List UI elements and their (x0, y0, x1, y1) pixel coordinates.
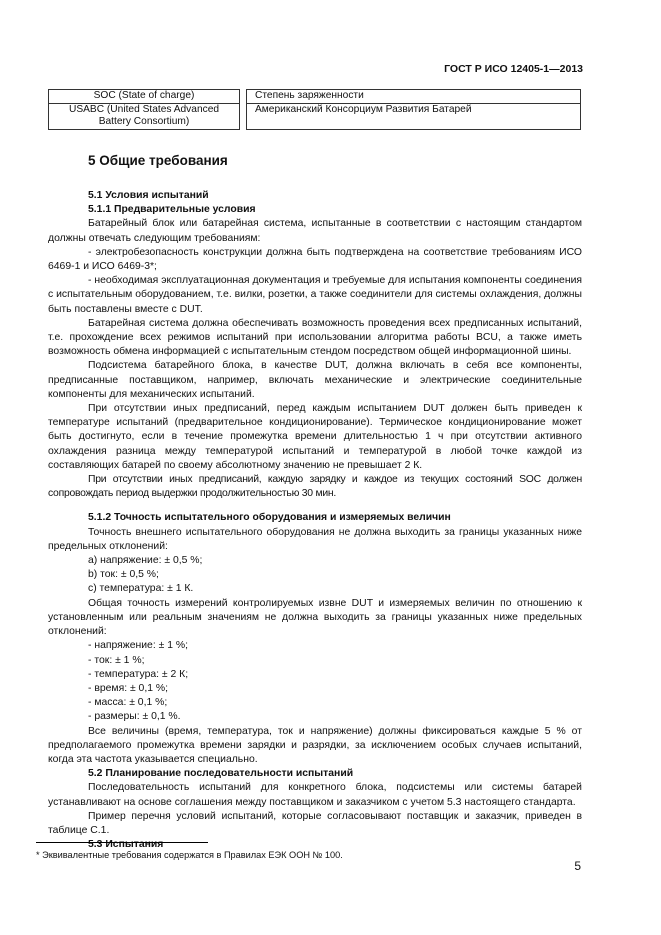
abbr-term: SOC (State of charge) (49, 90, 240, 104)
footnote-divider (36, 842, 208, 843)
list-item: a) напряжение: ± 0,5 %; (88, 555, 203, 567)
list-item: - масса: ± 0,1 %; (88, 697, 168, 709)
paragraph: Все величины (время, температура, ток и напряжение) должны фиксироваться каждые 5 % от предполагаемого промежутка времени зарядки и разрядки, за исключением особых случаев испытаний, когда эта частота указывается специально. (48, 725, 582, 765)
section-title: 5 Общие требования (88, 153, 228, 168)
paragraph: При отсутствии иных предписаний, перед каждым испытанием DUT должен быть приведен к температуре испытаний (предварительное кондиционирование). Термическое кондиционирование может быть достигнуто, если в течение промежутка времени длительностью 1 ч при отсутствии активного охлаждения разница между температурой испытаний и температурой в любой точке каждой из составляющих батарей по своему абсолютному значению не превышает 2 К. (48, 403, 582, 471)
paragraph: Общая точность измерений контролируемых извне DUT и измеряемых величин по отношению к установленным или реальным значениям не должна выходить за границы указанных ниже предельных отклонений: (48, 597, 582, 638)
list-item: b) ток: ± 0,5 %; (88, 569, 159, 581)
subsection-title: 5.1 Условия испытаний (88, 190, 209, 201)
subsection-title: 5.1.1 Предварительные условия (88, 204, 256, 216)
abbreviations-table (48, 89, 581, 130)
subsection-title: 5.3 Испытания (88, 839, 164, 851)
list-item: - ток: ± 1 %; (88, 654, 145, 666)
subsection-title: 5.1.2 Точность испытательного оборудования и измеряемых величин (88, 512, 451, 524)
main-content (48, 152, 582, 852)
list-item: - температура: ± 2 К; (88, 668, 189, 680)
abbr-term: USABC (United States Advanced Battery Consortium) (49, 103, 240, 129)
paragraph: Точность внешнего испытательного оборудования не должна выходить за границы указанных ниже предельных отклонений: (48, 526, 582, 552)
abbr-definition: Американский Консорциум Развития Батарей (247, 103, 581, 129)
table-row (49, 90, 581, 104)
footnote: * Эквивалентные требования содержатся в Правилах ЕЭК ООН № 100. (36, 850, 343, 860)
abbr-definition: Степень заряженности (247, 90, 581, 104)
paragraph: Последовательность испытаний для конкретного блока, подсистемы или системы батарей устанавливают на основе соглашения между поставщиком и заказчиком с учетом 5.3 настоящего стандарта. (48, 782, 582, 808)
paragraph: - электробезопасность конструкции должна быть подтверждена на соответствие требованиям ИСО 6469-1 и ИСО 6469-3*; (48, 246, 582, 273)
paragraph: При отсутствии иных предписаний, каждую зарядку и каждое из текущих состояний SOC должен сопровождать период выдержки продолжительностью 30 мин. (48, 474, 582, 500)
list-item: - время: ± 0,1 %; (88, 682, 169, 694)
list-item: c) температура: ± 1 К. (88, 583, 194, 595)
paragraph: Батарейная система должна обеспечивать возможность проведения всех предписанных испытаний, т.е. прохождение всех режимов испытаний при использовании алгоритма работы BCU, а также иметь возможность обмена информацией с испытательным стендом посредством общей информационной шины. (48, 317, 582, 358)
list-item: - напряжение: ± 1 %; (88, 640, 188, 652)
table-row (49, 103, 581, 129)
page-number: 5 (574, 859, 581, 873)
paragraph: - необходимая эксплуатационная документация и требуемые для испытания компоненты соединения с испытательным оборудованием, т.е. вилки, розетки, а также соединители для системы охлаждения, должны быть поставлены вместе с DUT. (48, 275, 582, 315)
paragraph: Батарейный блок или батарейная система, испытанные в соответствии с настоящим стандартом должны отвечать следующим требованиям: (48, 218, 582, 244)
paragraph: Пример перечня условий испытаний, которые согласовывают поставщик и заказчик, приведен в таблице С.1. (48, 810, 582, 836)
paragraph: Подсистема батарейного блока, в качестве DUT, должна включать в себя все компоненты, предписанные поставщиком, например, включать механические и электрические соединительные компоненты для механических испытаний. (48, 360, 582, 400)
subsection-title: 5.2 Планирование последовательности испытаний (88, 768, 354, 780)
list-item: - размеры: ± 0,1 %. (88, 711, 181, 723)
document-header: ГОСТ Р ИСО 12405-1—2013 (444, 63, 583, 75)
